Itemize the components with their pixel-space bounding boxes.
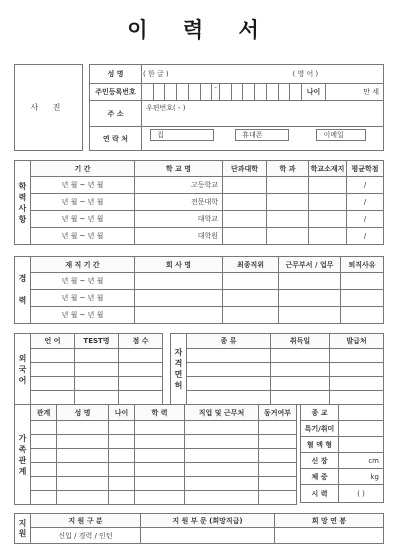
lang-cell[interactable] [31, 377, 75, 391]
contact-field[interactable] [142, 127, 384, 151]
family-cell[interactable] [57, 463, 109, 477]
career-company[interactable] [135, 290, 223, 307]
career-header-position: 최종직위 [223, 257, 279, 273]
family-cell[interactable] [135, 477, 185, 491]
license-cell[interactable] [330, 363, 384, 377]
family-cell[interactable] [259, 477, 297, 491]
family-header-relation: 관계 [31, 405, 57, 421]
name-hangul: ( 한 글 ) [143, 70, 169, 78]
family-header-name: 성 명 [57, 405, 109, 421]
family-cell[interactable] [31, 421, 57, 435]
lang-cell[interactable] [31, 363, 75, 377]
lang-cell[interactable] [119, 363, 163, 377]
app-type-options[interactable]: 신입 / 경력 / 인턴 [31, 528, 141, 544]
application-table [14, 513, 384, 544]
age-field[interactable]: 만 세 [326, 84, 384, 101]
edu-location[interactable] [309, 211, 347, 228]
edu-location[interactable] [309, 177, 347, 194]
family-cell[interactable] [259, 491, 297, 505]
edu-school[interactable]: 고등학교 [135, 177, 223, 194]
mobile-label: 휴대폰 [235, 129, 289, 141]
career-period[interactable]: 년 월 ~ 년 월 [31, 307, 135, 324]
edu-header-college: 단과대학 [223, 161, 267, 177]
app-header-division: 지 원 부 문 (희망직급) [141, 514, 275, 528]
edu-gpa[interactable]: / [347, 177, 384, 194]
edu-college[interactable] [223, 177, 267, 194]
edu-major[interactable] [267, 228, 309, 245]
edu-major[interactable] [267, 177, 309, 194]
weight-field[interactable]: kg [339, 469, 384, 485]
family-cell[interactable] [109, 477, 135, 491]
career-header-reason: 퇴직사유 [341, 257, 384, 273]
app-salary-field[interactable] [275, 528, 384, 544]
name-field[interactable] [142, 65, 384, 84]
career-position[interactable] [223, 307, 279, 324]
home-phone-label: 집 [150, 129, 214, 141]
family-cell[interactable] [185, 421, 259, 435]
education-table [14, 160, 384, 245]
lang-cell[interactable] [75, 349, 119, 363]
edu-header-location: 학교소재지 [309, 161, 347, 177]
address-field[interactable] [142, 101, 384, 127]
license-header-date: 취득일 [271, 334, 330, 349]
family-cell[interactable] [109, 449, 135, 463]
lang-header-test: TEST명 [75, 334, 119, 349]
license-table [170, 333, 384, 405]
personal-details-table [300, 404, 384, 503]
license-cell[interactable] [187, 377, 271, 391]
edu-gpa[interactable]: / [347, 211, 384, 228]
family-header-education: 학 력 [135, 405, 185, 421]
edu-period[interactable]: 년 월 ~ 년 월 [31, 194, 135, 211]
edu-period[interactable]: 년 월 ~ 년 월 [31, 228, 135, 245]
blood-label: 혈 액 형 [301, 437, 339, 453]
lang-header-score: 점 수 [119, 334, 163, 349]
family-cell[interactable] [135, 435, 185, 449]
family-side-label: 가족관계 [15, 405, 31, 505]
table-row [15, 273, 384, 290]
family-cell[interactable] [135, 449, 185, 463]
lang-cell[interactable] [75, 377, 119, 391]
family-cell[interactable] [57, 449, 109, 463]
career-header-company: 회 사 명 [135, 257, 223, 273]
edu-major[interactable] [267, 211, 309, 228]
career-company[interactable] [135, 307, 223, 324]
family-header-living: 동거여부 [259, 405, 297, 421]
edu-header-major: 학 과 [267, 161, 309, 177]
edu-school[interactable]: 대학원 [135, 228, 223, 245]
lang-header-language: 언 어 [31, 334, 75, 349]
edu-header-period: 기 간 [31, 161, 135, 177]
family-cell[interactable] [185, 463, 259, 477]
family-header-job: 직업 및 근무처 [185, 405, 259, 421]
vision-label: 시 력 [301, 485, 339, 503]
language-table [14, 333, 163, 405]
career-header-period: 재 직 기 간 [31, 257, 135, 273]
name-english: ( 영 어 ) [292, 70, 319, 78]
lang-cell[interactable] [75, 391, 119, 405]
family-cell[interactable] [57, 435, 109, 449]
edu-gpa[interactable]: / [347, 194, 384, 211]
age-label: 나이 [302, 84, 326, 101]
family-cell[interactable] [135, 421, 185, 435]
lang-cell[interactable] [31, 391, 75, 405]
lang-cell[interactable] [119, 391, 163, 405]
license-header-type: 종 류 [187, 334, 271, 349]
family-cell[interactable] [259, 421, 297, 435]
table-row [15, 228, 384, 245]
hobby-label: 특기/취미 [301, 421, 339, 437]
table-row [15, 194, 384, 211]
license-cell[interactable] [330, 349, 384, 363]
career-period[interactable]: 년 월 ~ 년 월 [31, 273, 135, 290]
family-cell[interactable] [185, 491, 259, 505]
license-header-issuer: 발급처 [330, 334, 384, 349]
family-cell[interactable] [185, 449, 259, 463]
family-cell[interactable] [31, 491, 57, 505]
edu-major[interactable] [267, 194, 309, 211]
address-label: 주 소 [90, 101, 142, 127]
career-position[interactable] [223, 273, 279, 290]
career-company[interactable] [135, 273, 223, 290]
license-cell[interactable] [187, 363, 271, 377]
family-cell[interactable] [57, 421, 109, 435]
language-side-label: 외국어 [15, 334, 31, 405]
family-table [14, 404, 297, 505]
photo-label: 사 진 [30, 103, 67, 112]
license-cell[interactable] [271, 377, 330, 391]
family-header-age: 나이 [109, 405, 135, 421]
family-cell[interactable] [259, 463, 297, 477]
email-label: 이메일 [316, 129, 366, 141]
career-table [14, 256, 384, 324]
table-row [15, 211, 384, 228]
lang-cell[interactable] [31, 349, 75, 363]
family-cell[interactable] [31, 463, 57, 477]
career-dept[interactable] [279, 290, 341, 307]
license-cell[interactable] [271, 363, 330, 377]
career-reason[interactable] [341, 307, 384, 324]
table-row [15, 290, 384, 307]
career-position[interactable] [223, 290, 279, 307]
contact-label: 연 락 처 [90, 127, 142, 151]
app-header-salary: 희 망 연 봉 [275, 514, 384, 528]
license-cell[interactable] [187, 349, 271, 363]
edu-school[interactable]: 전문대학 [135, 194, 223, 211]
photo-box[interactable] [14, 64, 83, 151]
family-cell[interactable] [57, 477, 109, 491]
license-cell[interactable] [271, 391, 330, 405]
career-reason[interactable] [341, 273, 384, 290]
family-cell[interactable] [109, 421, 135, 435]
name-label: 성 명 [90, 65, 142, 84]
religion-field[interactable] [339, 405, 384, 421]
edu-college[interactable] [223, 194, 267, 211]
edu-header-school: 학 교 명 [135, 161, 223, 177]
family-cell[interactable] [31, 477, 57, 491]
career-header-dept: 근무부서 / 업무 [279, 257, 341, 273]
lang-cell[interactable] [75, 363, 119, 377]
career-dept[interactable] [279, 273, 341, 290]
career-reason[interactable] [341, 290, 384, 307]
family-cell[interactable] [109, 435, 135, 449]
postal-code: 우편번호( - ) [146, 104, 186, 112]
religion-label: 종 교 [301, 405, 339, 421]
personal-table [89, 64, 384, 151]
height-label: 신 장 [301, 453, 339, 469]
family-cell[interactable] [135, 463, 185, 477]
hobby-field[interactable] [339, 421, 384, 437]
page-title: 이 력 서 [127, 18, 273, 42]
height-field[interactable]: cm [339, 453, 384, 469]
blood-field[interactable] [339, 437, 384, 453]
edu-location[interactable] [309, 228, 347, 245]
family-cell[interactable] [135, 491, 185, 505]
family-cell[interactable] [31, 435, 57, 449]
app-header-type: 지 원 구 분 [31, 514, 141, 528]
education-side-label: 학력사항 [15, 161, 31, 245]
table-row [15, 177, 384, 194]
vision-field[interactable]: ( ) [339, 485, 384, 503]
edu-header-gpa: 평균학점 [347, 161, 384, 177]
lang-cell[interactable] [119, 377, 163, 391]
rrn-field[interactable]: - [142, 84, 302, 101]
career-dept[interactable] [279, 307, 341, 324]
license-cell[interactable] [187, 391, 271, 405]
edu-period[interactable]: 년 월 ~ 년 월 [31, 177, 135, 194]
license-cell[interactable] [330, 377, 384, 391]
family-cell[interactable] [31, 449, 57, 463]
family-cell[interactable] [109, 491, 135, 505]
edu-gpa[interactable]: / [347, 228, 384, 245]
license-side-label: 자격면허 [171, 334, 187, 405]
family-cell[interactable] [259, 435, 297, 449]
career-side-label: 경력 [15, 257, 31, 324]
rrn-label: 주민등록번호 [90, 84, 142, 101]
lang-cell[interactable] [119, 349, 163, 363]
edu-college[interactable] [223, 211, 267, 228]
weight-label: 체 중 [301, 469, 339, 485]
app-division-field[interactable] [141, 528, 275, 544]
edu-period[interactable]: 년 월 ~ 년 월 [31, 211, 135, 228]
edu-college[interactable] [223, 228, 267, 245]
family-cell[interactable] [109, 463, 135, 477]
edu-location[interactable] [309, 194, 347, 211]
family-cell[interactable] [57, 491, 109, 505]
license-cell[interactable] [330, 391, 384, 405]
edu-school[interactable]: 대학교 [135, 211, 223, 228]
family-cell[interactable] [185, 477, 259, 491]
license-cell[interactable] [271, 349, 330, 363]
application-side-label: 지원 [15, 514, 31, 544]
table-row [15, 307, 384, 324]
career-period[interactable]: 년 월 ~ 년 월 [31, 290, 135, 307]
family-cell[interactable] [259, 449, 297, 463]
family-cell[interactable] [185, 435, 259, 449]
